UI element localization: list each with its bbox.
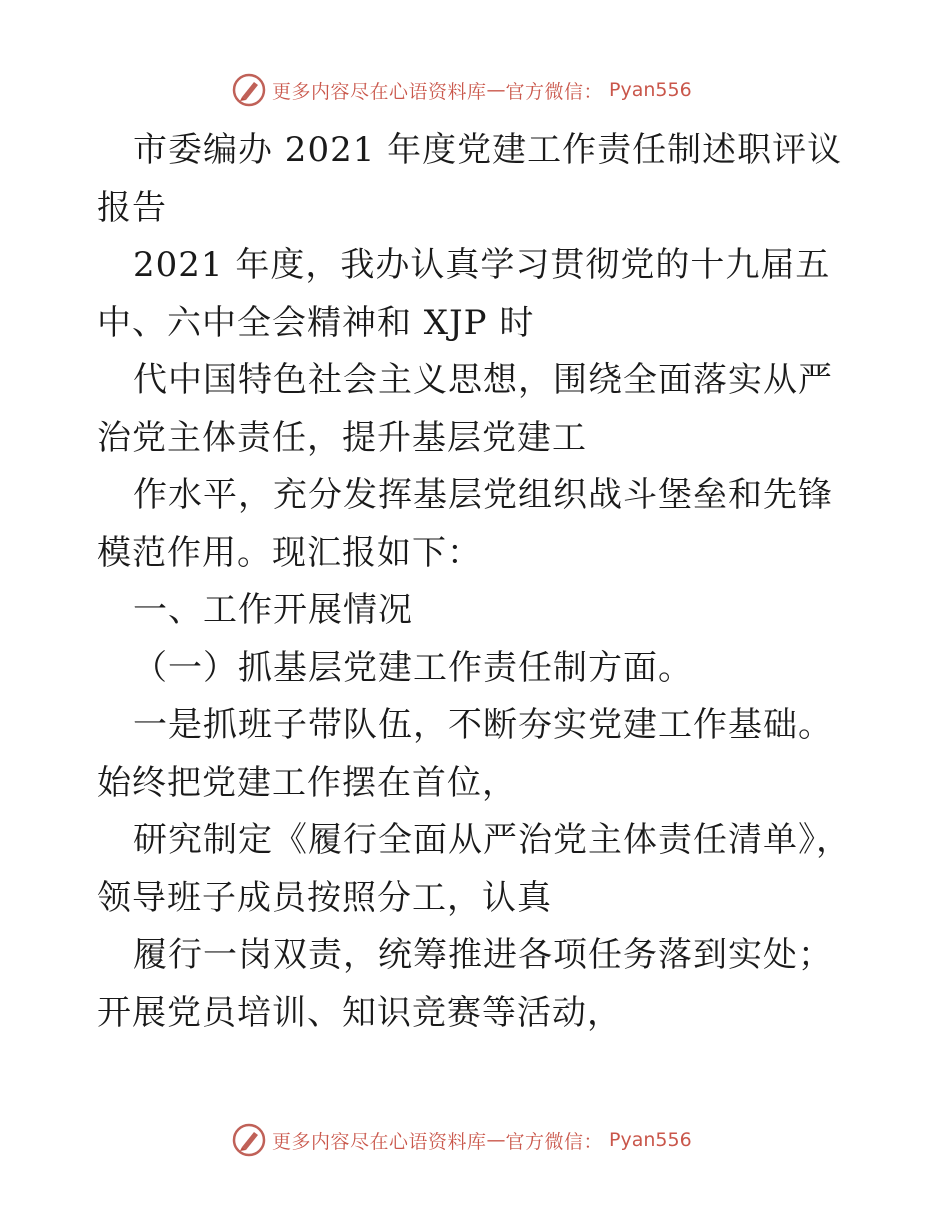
paragraph: 2021 年度，我办认真学习贯彻党的十九届五中、六中全会精神和 XJP 时 <box>97 245 831 343</box>
paragraph: 作水平，充分发挥基层党组织战斗堡垒和先锋模范作用。现汇报如下： <box>97 475 833 573</box>
pen-logo-icon <box>232 1123 266 1157</box>
watermark-separator: — <box>486 79 506 101</box>
document-body <box>97 122 857 1042</box>
watermark-label: 官方微信： <box>505 1130 604 1153</box>
watermark-banner-bottom <box>232 1122 692 1158</box>
paragraph: 代中国特色社会主义思想，围绕全面落实从严治党主体责任，提升基层党建工 <box>97 360 833 458</box>
watermark-handle: Pyan556 <box>609 79 692 101</box>
paragraph: 一是抓班子带队伍，不断夯实党建工作基础。始终把党建工作摆在首位， <box>97 705 833 803</box>
paragraph: 研究制定《履行全面从严治党主体责任清单》，领导班子成员按照分工，认真 <box>97 820 851 918</box>
document-title: 市委编办 2021 年度党建工作责任制述职评议报告 <box>97 130 843 228</box>
watermark-banner-top <box>232 72 692 108</box>
pen-logo-icon <box>232 73 266 107</box>
subsection-heading: （一）抓基层党建工作责任制方面。 <box>133 647 693 688</box>
watermark-separator: — <box>486 1129 506 1151</box>
section-heading: 一、工作开展情况 <box>133 590 413 630</box>
watermark-label: 官方微信： <box>505 80 604 103</box>
watermark-site-text: 更多内容尽在心语资料库 <box>272 1130 487 1153</box>
watermark-handle: Pyan556 <box>609 1129 692 1151</box>
paragraph: 履行一岗双责，统筹推进各项任务落到实处；开展党员培训、知识竞赛等活动， <box>97 935 833 1033</box>
watermark-site-text: 更多内容尽在心语资料库 <box>272 80 487 103</box>
